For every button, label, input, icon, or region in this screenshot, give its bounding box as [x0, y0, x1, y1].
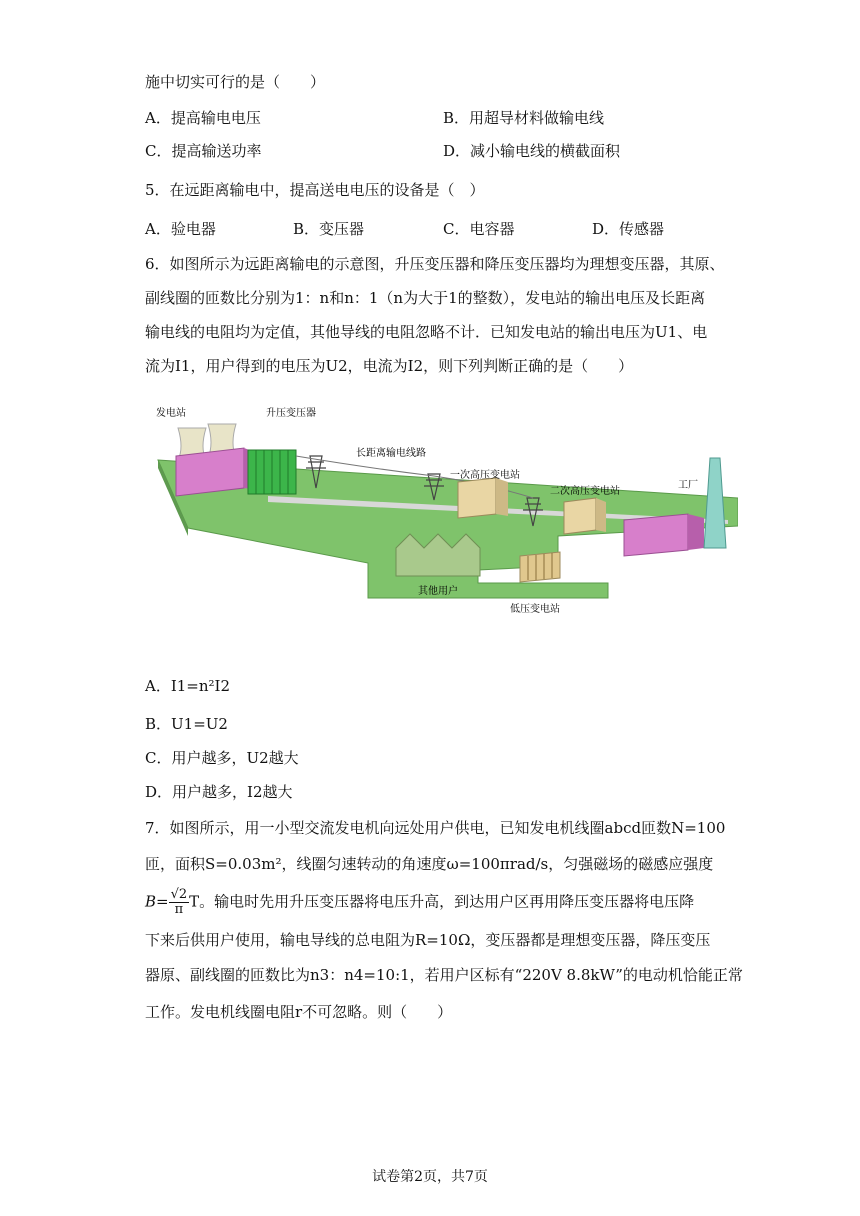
q5-option-c: C．电容器 — [443, 220, 515, 238]
q7-stem-line6: 工作。发电机线圈电阻r不可忽略。则（ ） — [145, 1003, 453, 1021]
q7-fraction — [169, 888, 190, 917]
label-long-line: 长距离输电线路 — [356, 448, 426, 459]
q6-option-d: D．用户越多，I2越大 — [145, 783, 293, 801]
q7-stem-line3 — [145, 888, 694, 917]
q7-stem-line5: 器原、副线圈的匝数比为n3：n4=10:1，若用户区标有“220V 8.8kW”的电动机恰能正常 — [145, 966, 743, 984]
q6-stem-line2: 副线圈的匝数比分别为1：n和n：1（n为大于1的整数），发电站的输出电压及长距离 — [145, 289, 706, 307]
q6-stem-line4: 流为I1，用户得到的电压为U2，电流为I2，则下列判断正确的是（ ） — [145, 357, 634, 375]
q7-stem-line1: 7．如图所示，用一小型交流发电机向远处用户供电，已知发电机线圈abcd匝数N=100 — [145, 819, 726, 837]
label-other-users: 其他用户 — [418, 586, 458, 597]
q5-option-d: D．传感器 — [592, 220, 665, 238]
q7-frac-den: π — [174, 902, 184, 917]
q6-option-a: A．I1=n²I2 — [145, 677, 231, 695]
q5-option-b: B．变压器 — [293, 220, 365, 238]
power-transmission-diagram — [148, 398, 738, 626]
q6-stem-line1: 6．如图所示为远距离输电的示意图，升压变压器和降压变压器均为理想变压器，其原、 — [145, 255, 725, 273]
label-second-hv: 二次高压变电站 — [550, 486, 620, 497]
q7-stem-line2: 匝，面积S=0.03m²，线圈匀速转动的角速度ω=100πrad/s，匀强磁场的磁感应强度 — [145, 855, 714, 873]
q4-option-b: B．用超导材料做输电线 — [443, 109, 605, 127]
q5-option-a: A．验电器 — [145, 220, 216, 238]
page-footer: 试卷第2页，共7页 — [372, 1169, 488, 1185]
q4-stem-tail: 施中切实可行的是（ ） — [145, 73, 326, 91]
q4-option-a: A．提高输电电压 — [145, 109, 261, 127]
q7-stem-line4: 下来后供用户使用，输电导线的总电阻为R=10Ω，变压器都是理想变压器，降压变压 — [145, 931, 711, 949]
label-factory: 工厂 — [678, 480, 698, 491]
q7-line3-rest: T。输电时先用升压变压器将电压升高，到达用户区再用降压变压器将电压降 — [189, 892, 695, 911]
label-first-hv: 一次高压变电站 — [450, 470, 520, 481]
label-step-up: 升压变压器 — [266, 408, 316, 419]
q6-option-c: C．用户越多，U2越大 — [145, 749, 299, 767]
q4-option-d: D．减小输电线的横截面积 — [443, 142, 621, 160]
label-power-station: 发电站 — [156, 408, 186, 419]
q5-stem: 5．在远距离输电中，提高送电电压的设备是（ ） — [145, 181, 485, 199]
q4-option-c: C．提高输送功率 — [145, 142, 262, 160]
label-low-voltage: 低压变电站 — [510, 604, 560, 615]
q7-frac-num: √2 — [170, 887, 188, 902]
q6-option-b: B．U1=U2 — [145, 715, 228, 733]
q7-b-symbol: B= — [145, 892, 169, 911]
q6-stem-line3: 输电线的电阻均为定值，其他导线的电阻忽略不计．已知发电站的输出电压为U1、电 — [145, 323, 708, 341]
